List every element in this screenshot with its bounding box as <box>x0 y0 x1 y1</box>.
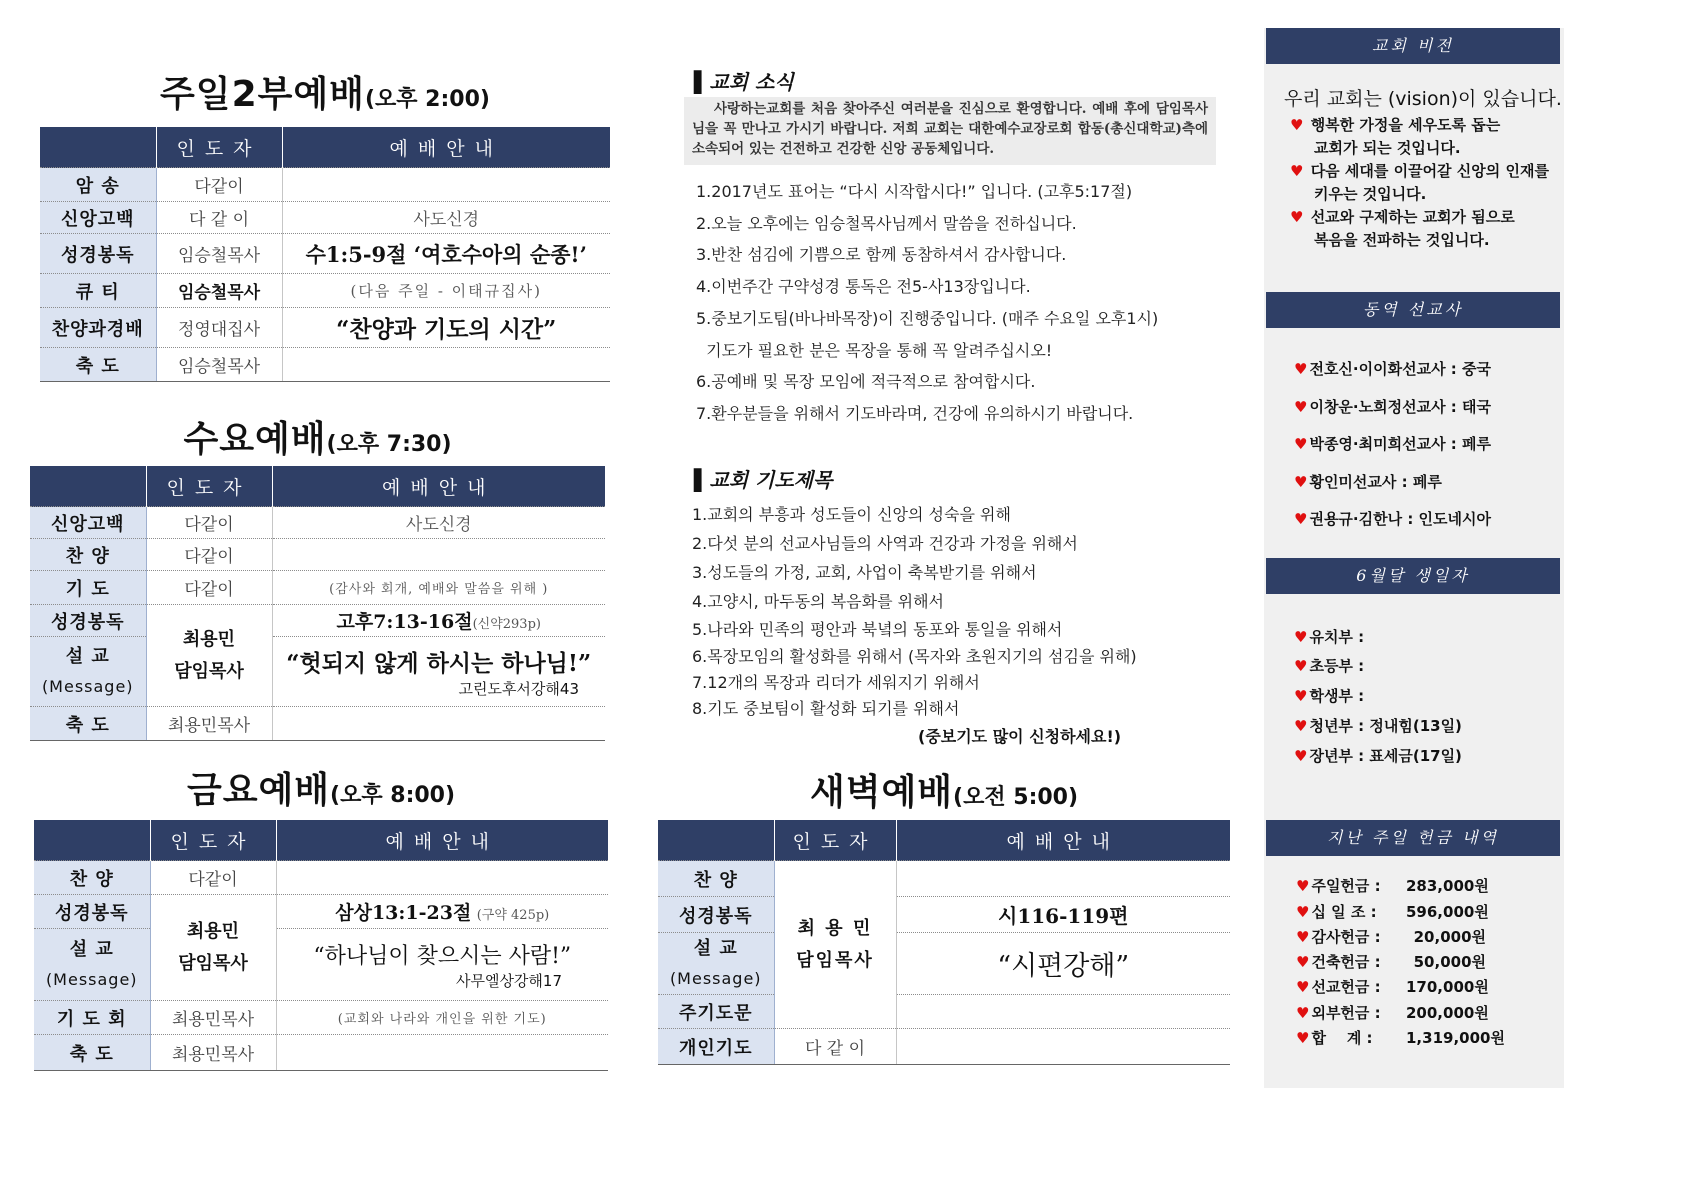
offering-row <box>1296 976 1489 997</box>
news-item: 4.이번주간 구약성경 통독은 전5-사13장입니다. <box>696 277 1031 296</box>
missionary-text: 권용규·김한나 : 인도네시아 <box>1309 510 1491 528</box>
header-blank <box>40 127 156 168</box>
vision-header: 교회 비전 <box>1266 28 1560 64</box>
row-label: 축 도 <box>40 348 156 382</box>
birthday-text: 학생부 : <box>1309 687 1365 705</box>
sunday2-title <box>40 66 610 117</box>
table-header-row <box>30 466 605 507</box>
vision-list <box>1290 114 1549 252</box>
offering-amount: 50,000원 <box>1413 953 1486 971</box>
table-row <box>34 929 608 1001</box>
table-row <box>30 605 605 637</box>
row-label: 성경봉독 <box>30 605 146 637</box>
bullet-icon: ▌ <box>694 70 710 94</box>
row-desc: “찬양과 기도의 시간” <box>282 308 610 348</box>
missionary-text: 이창운·노희정선교사 : 태국 <box>1309 398 1491 416</box>
row-desc <box>282 168 610 202</box>
offering-amount: 200,000원 <box>1406 1004 1489 1022</box>
missionary-item <box>1294 433 1491 454</box>
sermon-series: 사무엘상강해17 <box>455 971 562 990</box>
prayer-item: 2.다섯 분의 선교사님들의 사역과 건강과 가정을 위해서 <box>692 534 1078 553</box>
vision-intro: 우리 교회는 (vision)이 있습니다. <box>1284 88 1562 110</box>
row-label: 큐 티 <box>40 274 156 308</box>
heart-icon: ♥ <box>1290 162 1304 180</box>
header-guide: 예배안내 <box>896 820 1230 861</box>
prayer-item: 8.기도 중보팀이 활성화 되기를 위해서 <box>692 699 960 718</box>
row-desc <box>276 1035 608 1071</box>
birthday-item <box>1294 655 1364 676</box>
wednesday-title-time: (오후 7:30) <box>326 432 452 457</box>
heart-icon: ♥ <box>1290 208 1304 226</box>
heart-icon: ♥ <box>1296 978 1310 996</box>
header-blank <box>30 466 146 507</box>
passage: 고후7:13-16절 <box>336 611 473 633</box>
row-desc: 시116-119편 <box>896 897 1230 933</box>
heart-icon: ♥ <box>1294 473 1308 491</box>
missionary-text: 전호신·이이화선교사 : 중국 <box>1309 360 1491 378</box>
header-leader: 인도자 <box>774 820 896 861</box>
header-blank <box>34 820 150 861</box>
wednesday-title-main: 수요예배 <box>183 419 327 460</box>
row-label: 성경봉독 <box>40 234 156 274</box>
sunday2-title-main: 주일2부예배 <box>160 74 365 115</box>
row-desc <box>896 1029 1230 1065</box>
prayer-header-text: 교회 기도제목 <box>709 468 833 492</box>
prayer-item: 6.목장모임의 활성화를 위해서 (목자와 초원지기의 섬김을 위해) <box>692 647 1137 666</box>
row-label: 암 송 <box>40 168 156 202</box>
header-guide: 예배안내 <box>276 820 608 861</box>
row-label: 찬 양 <box>658 861 774 897</box>
row-label: 기 도 <box>30 571 146 605</box>
missionary-item <box>1294 396 1491 417</box>
vision-line: 교회가 되는 것입니다. <box>1314 139 1461 157</box>
wednesday-table <box>30 466 605 741</box>
vision-line: 복음을 전파하는 것입니다. <box>1314 231 1490 249</box>
offering-row <box>1296 1002 1489 1023</box>
prayer-note: (중보기도 많이 신청하세요!) <box>918 727 1122 746</box>
heart-icon: ♥ <box>1294 747 1308 765</box>
row-leader: 최용민목사 <box>150 1035 276 1071</box>
header-guide: 예배안내 <box>272 466 605 507</box>
sunday2-title-time: (오후 2:00) <box>364 87 490 112</box>
row-label: 찬 양 <box>30 539 146 571</box>
table-row <box>30 637 605 707</box>
label-line2: (Message) <box>45 969 138 989</box>
birthday-text: 유치부 : <box>1309 628 1365 646</box>
row-desc: 수1:5-9절 ‘여호수아의 순종!’ <box>282 234 610 274</box>
vision-line: 다음 세대를 이끌어갈 신앙의 인재를 <box>1310 162 1549 180</box>
offerings-header: 지난 주일 헌금 내역 <box>1266 820 1560 856</box>
prayer-item: 1.교회의 부흥과 성도들이 신앙의 성숙을 위해 <box>692 505 1011 524</box>
header-leader: 인도자 <box>156 127 282 168</box>
heart-icon: ♥ <box>1294 628 1308 646</box>
row-leader: 임승철목사 <box>156 348 282 382</box>
row-label: 성경봉독 <box>658 897 774 933</box>
row-label: 신앙고백 <box>40 202 156 234</box>
row-label: 주기도문 <box>658 995 774 1029</box>
table-row <box>30 539 605 571</box>
heart-icon: ♥ <box>1294 687 1308 705</box>
row-label: 축 도 <box>34 1035 150 1071</box>
offering-row <box>1296 875 1489 896</box>
news-item: 2.오늘 오후에는 임승철목사님께서 말씀을 전하십니다. <box>696 214 1077 233</box>
offering-amount: 1,319,000원 <box>1406 1029 1505 1047</box>
friday-title <box>34 762 608 813</box>
row-label <box>30 637 146 707</box>
row-desc: 사도신경 <box>272 507 605 539</box>
friday-table <box>34 820 608 1071</box>
welcome-box <box>684 97 1216 165</box>
row-label: 개인기도 <box>658 1029 774 1065</box>
heart-icon: ♥ <box>1294 717 1308 735</box>
sermon-series: 고린도후서강해43 <box>458 679 579 698</box>
table-row <box>40 348 610 382</box>
missionaries-header: 동역 선교사 <box>1266 292 1560 328</box>
dawn-title-main: 새벽예배 <box>809 772 954 813</box>
row-leader: 다같이 <box>146 539 272 571</box>
row-desc: 사도신경 <box>282 202 610 234</box>
offering-row <box>1296 1027 1505 1048</box>
table-row <box>40 234 610 274</box>
row-leader: 임승철목사 <box>156 234 282 274</box>
offering-row <box>1296 951 1486 972</box>
row-label: 찬 양 <box>34 861 150 895</box>
heart-icon: ♥ <box>1294 360 1308 378</box>
welcome-text: 사랑하는교회를 처음 찾아주신 여러분을 진심으로 환영합니다. 예배 후에 담임목사님을 꼭 만나고 가시기 바랍니다. 저희 교회는 대한예수교장로회 합동(총신대학교)측에 소속되어 있는 건전하고 건강한 신앙 공동체입니다. <box>692 101 1208 157</box>
news-item: 기도가 필요한 분은 목장을 통해 꼭 알려주십시오! <box>696 341 1053 360</box>
table-row <box>30 707 605 741</box>
heart-icon: ♥ <box>1294 510 1308 528</box>
leader-role: 담임목사 <box>178 952 248 974</box>
table-row <box>30 507 605 539</box>
offering-label: 십 일 조 : <box>1311 903 1377 921</box>
offering-label: 주일헌금 : <box>1311 877 1381 895</box>
missionary-item <box>1294 471 1442 492</box>
prayer-item: 5.나라와 민족의 평안과 북녘의 동포와 통일을 위해서 <box>692 620 1063 639</box>
table-header-row <box>40 127 610 168</box>
leader-cell <box>150 895 276 1001</box>
table-row <box>34 861 608 895</box>
prayer-header <box>694 464 832 493</box>
row-desc: (다음 주일 - 이태규집사) <box>282 274 610 308</box>
news-item: 1.2017년도 표어는 “다시 시작합시다!” 입니다. (고후5:17절) <box>696 182 1133 201</box>
birthdays-header: 6월달 생일자 <box>1266 558 1560 594</box>
row-leader: 최용민목사 <box>146 707 272 741</box>
vision-line: 행복한 가정을 세우도록 돕는 <box>1310 116 1501 134</box>
row-desc <box>276 929 608 1001</box>
table-row <box>658 1029 1230 1065</box>
table-row <box>34 1035 608 1071</box>
dawn-table <box>658 820 1230 1065</box>
offering-row <box>1296 901 1489 922</box>
passage: 삼상13:1-23절 <box>335 902 472 924</box>
table-row <box>34 895 608 929</box>
row-desc <box>272 637 605 707</box>
label-line1: 설 교 <box>69 938 114 960</box>
news-header-text: 교회 소식 <box>709 70 794 94</box>
offering-amount: 20,000원 <box>1413 928 1486 946</box>
table-row <box>40 168 610 202</box>
leader-cell <box>774 861 896 1029</box>
table-row <box>658 995 1230 1029</box>
offering-amount: 283,000원 <box>1406 877 1489 895</box>
table-row <box>40 202 610 234</box>
vision-line: 선교와 구제하는 교회가 됨으로 <box>1310 208 1515 226</box>
row-label: 신앙고백 <box>30 507 146 539</box>
heart-icon: ♥ <box>1296 877 1310 895</box>
birthday-item <box>1294 715 1462 736</box>
row-desc <box>276 861 608 895</box>
prayer-item: 7.12개의 목장과 리더가 세워지기 위해서 <box>692 673 980 692</box>
row-desc: “시편강해” <box>896 933 1230 995</box>
row-desc <box>896 861 1230 897</box>
table-row <box>40 308 610 348</box>
birthday-text: 초등부 : <box>1309 657 1365 675</box>
news-header <box>694 66 794 95</box>
row-label: 성경봉독 <box>34 895 150 929</box>
row-leader: 다 같 이 <box>156 202 282 234</box>
header-leader: 인도자 <box>146 466 272 507</box>
row-leader: 다같이 <box>146 507 272 539</box>
offering-amount: 596,000원 <box>1406 903 1489 921</box>
heart-icon: ♥ <box>1296 953 1310 971</box>
passage-note: (신약293p) <box>472 617 541 632</box>
heart-icon: ♥ <box>1290 116 1304 134</box>
prayer-item: 4.고양시, 마두동의 복음화를 위해서 <box>692 592 944 611</box>
header-guide: 예배안내 <box>282 127 610 168</box>
news-item: 7.환우분들을 위해서 기도바라며, 건강에 유의하시기 바랍니다. <box>696 404 1134 423</box>
friday-title-time: (오후 8:00) <box>330 783 456 808</box>
offering-row <box>1296 926 1486 947</box>
row-desc <box>896 995 1230 1029</box>
table-header-row <box>658 820 1230 861</box>
bullet-icon: ▌ <box>694 468 710 492</box>
heart-icon: ♥ <box>1294 657 1308 675</box>
missionary-text: 황인미선교사 : 페루 <box>1309 473 1442 491</box>
offering-label: 합 계 : <box>1311 1029 1373 1047</box>
vision-line: 키우는 것입니다. <box>1314 185 1427 203</box>
dawn-title-time: (오전 5:00) <box>953 785 1079 810</box>
table-row <box>658 861 1230 897</box>
birthday-text: 장년부 : 표세금(17일) <box>1309 747 1462 765</box>
heart-icon: ♥ <box>1296 928 1310 946</box>
row-desc: (교회와 나라와 개인을 위한 기도) <box>276 1001 608 1035</box>
table-row <box>34 1001 608 1035</box>
row-leader: 정영대집사 <box>156 308 282 348</box>
offering-amount: 170,000원 <box>1406 978 1489 996</box>
label-line2: (Message) <box>669 968 762 988</box>
leader-role: 담임목사 <box>796 949 874 971</box>
leader-name: 최용민 <box>186 920 240 942</box>
heart-icon: ♥ <box>1296 903 1310 921</box>
table-header-row <box>34 820 608 861</box>
news-item: 6.공예배 및 목장 모임에 적극적으로 참여합시다. <box>696 372 1036 391</box>
vision-item <box>1290 114 1549 137</box>
row-leader: 최용민목사 <box>150 1001 276 1035</box>
heart-icon: ♥ <box>1296 1004 1310 1022</box>
table-row <box>30 571 605 605</box>
vision-item <box>1290 206 1549 229</box>
row-label: 찬양과경배 <box>40 308 156 348</box>
row-desc <box>282 348 610 382</box>
missionary-item <box>1294 358 1491 379</box>
row-leader: 다 같 이 <box>774 1029 896 1065</box>
header-blank <box>658 820 774 861</box>
sunday2-table <box>40 127 610 382</box>
news-item: 3.반찬 섬김에 기쁨으로 함께 동참하셔서 감사합니다. <box>696 245 1067 264</box>
friday-title-main: 금요예배 <box>186 770 331 811</box>
offering-label: 감사헌금 : <box>1311 928 1381 946</box>
row-desc <box>272 605 605 637</box>
passage-note: (구약 425p) <box>476 908 550 923</box>
missionary-text: 박종영·최미희선교사 : 페루 <box>1309 435 1491 453</box>
row-label <box>658 933 774 995</box>
leader-cell <box>146 605 272 707</box>
dawn-title <box>658 764 1230 815</box>
row-leader: 다같이 <box>156 168 282 202</box>
offering-label: 건축헌금 : <box>1311 953 1381 971</box>
row-leader: 다같이 <box>146 571 272 605</box>
offering-label: 외부헌금 : <box>1311 1004 1381 1022</box>
leader-role: 담임목사 <box>174 660 244 682</box>
offering-label: 선교헌금 : <box>1311 978 1381 996</box>
news-item: 5.중보기도팀(바나바목장)이 진행중입니다. (매주 수요일 오후1시) <box>696 309 1159 328</box>
sermon-title: “하나님이 찾으시는 사람!” <box>313 943 572 969</box>
row-label <box>34 929 150 1001</box>
row-desc <box>272 539 605 571</box>
row-desc: (감사와 회개, 예배와 말씀을 위해 ) <box>272 571 605 605</box>
label-line1: 설 교 <box>65 645 110 667</box>
label-line2: (Message) <box>41 676 134 696</box>
birthday-item <box>1294 745 1462 766</box>
heart-icon: ♥ <box>1294 435 1308 453</box>
leader-name: 최용민 <box>182 628 236 650</box>
table-row <box>40 274 610 308</box>
row-desc <box>276 895 608 929</box>
missionary-item <box>1294 508 1491 529</box>
table-row <box>658 897 1230 933</box>
row-label: 기 도 회 <box>34 1001 150 1035</box>
prayer-item: 3.성도들의 가정, 교회, 사업이 축복받기를 위해서 <box>692 563 1037 582</box>
wednesday-title <box>30 411 605 462</box>
row-desc <box>272 707 605 741</box>
birthday-item <box>1294 626 1364 647</box>
table-row <box>658 933 1230 995</box>
heart-icon: ♥ <box>1294 398 1308 416</box>
sermon-title: “헛되지 않게 하시는 하나님!” <box>286 649 592 677</box>
birthday-item <box>1294 685 1364 706</box>
row-leader: 다같이 <box>150 861 276 895</box>
header-leader: 인도자 <box>150 820 276 861</box>
row-label: 축 도 <box>30 707 146 741</box>
birthday-text: 청년부 : 정내힘(13일) <box>1309 717 1462 735</box>
heart-icon: ♥ <box>1296 1029 1310 1047</box>
vision-item <box>1290 160 1549 183</box>
label-line1: 설 교 <box>693 937 738 959</box>
leader-name: 최 용 민 <box>797 917 873 939</box>
row-leader: 임승철목사 <box>156 274 282 308</box>
